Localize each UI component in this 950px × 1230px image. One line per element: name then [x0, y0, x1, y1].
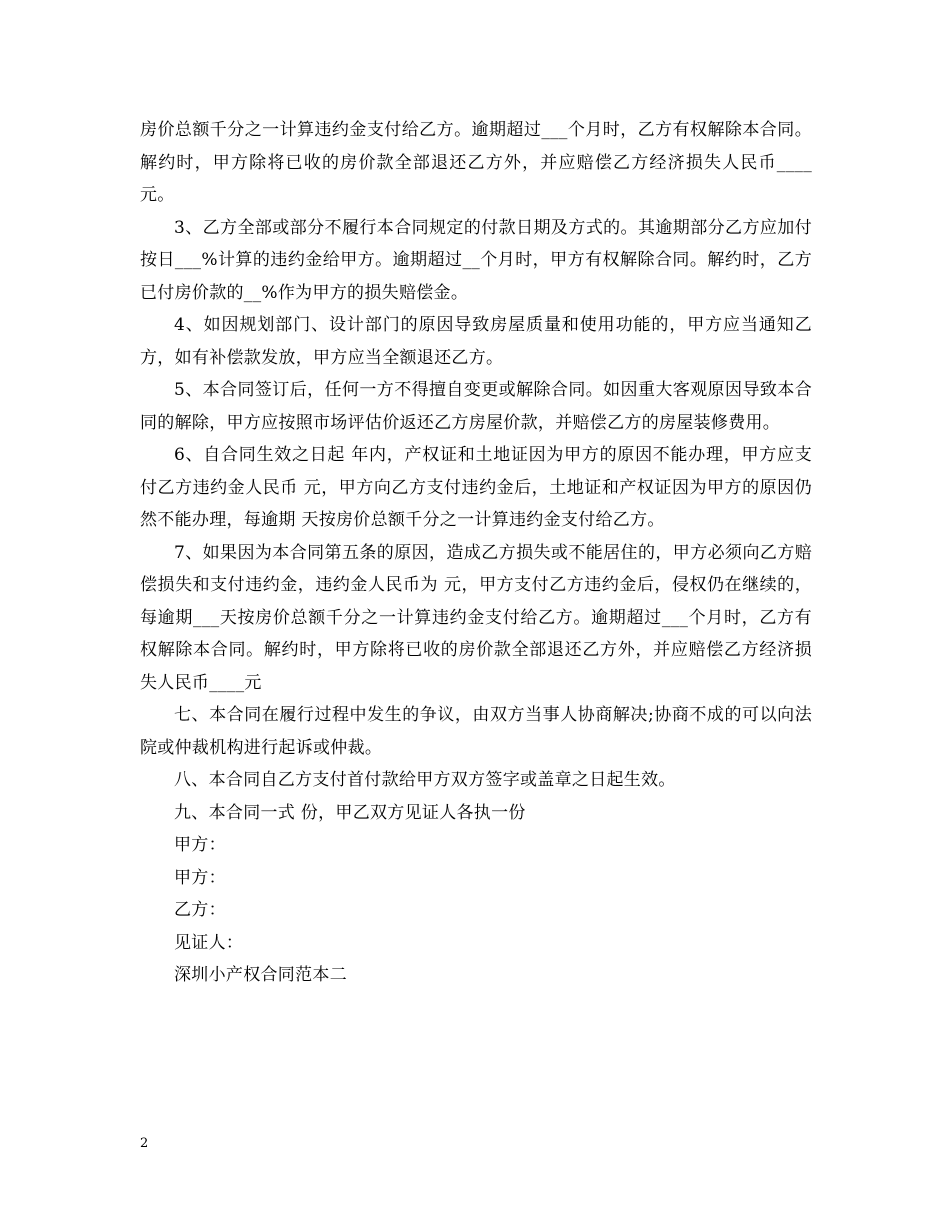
paragraph-clause-6: 6、自合同生效之日起 年内，产权证和土地证因为甲方的原因不能办理，甲方应支付乙方违约金人民币 元，甲方向乙方支付违约金后，土地证和产权证因为甲方的原因仍然不能办理，每逾期 天按房价总额千分之一计算违约金支付给乙方。: [140, 445, 812, 530]
signature-line-witness: 见证人：: [174, 932, 244, 953]
document-body: [140, 114, 812, 992]
next-template-heading: 深圳小产权合同范本二: [174, 965, 347, 985]
paragraph-clause-5: 5、本合同签订后，任何一方不得擅自变更或解除合同。如因重大客观原因导致本合同的解除，甲方应按照市场评估价返还乙方房屋价款，并赔偿乙方的房屋装修费用。: [140, 380, 812, 433]
signature-line-party-a: 甲方：: [174, 835, 226, 855]
page-number: 2: [140, 1136, 149, 1151]
paragraph-section-7-disputes: 七、本合同在履行过程中发生的争议，由双方当事人协商解决;协商不成的可以向法院或仲裁机构进行起诉或仲裁。: [140, 705, 812, 758]
paragraph-clause-4: 4、如因规划部门、设计部门的原因导致房屋质量和使用功能的，甲方应当通知乙方，如有补偿款发放，甲方应当全额退还乙方。: [140, 315, 812, 368]
paragraph-clause-7: 7、如果因为本合同第五条的原因，造成乙方损失或不能居住的，甲方必须向乙方赔偿损失和支付违约金，违约金人民币为 元，甲方支付乙方违约金后，侵权仍在继续的，每逾期___天按房价总额千分之一计算违约金支付给乙方。逾期超过___个月时，乙方有权解除本合同。解约时，甲方除将已收的房价款全部退还乙方外，并应赔偿乙方经济损失人民币____元: [140, 542, 812, 693]
signature-line-party-b: 乙方：: [174, 900, 226, 920]
signature-line-party-a-2: 甲方：: [174, 867, 226, 888]
paragraph-clause-3: 3、乙方全部或部分不履行本合同规定的付款日期及方式的。其逾期部分乙方应加付按日___%计算的违约金给甲方。逾期超过__个月时，甲方有权解除合同。解约时，乙方已付房价款的__%作为甲方的损失赔偿金。: [140, 217, 812, 303]
paragraph-overdue-continuation: 房价总额千分之一计算违约金支付给乙方。逾期超过___个月时，乙方有权解除本合同。解约时，甲方除将已收的房价款全部退还乙方外，并应赔偿乙方经济损失人民币____元。: [140, 120, 812, 205]
paragraph-section-9-copies: 九、本合同一式 份，甲乙双方见证人各执一份: [174, 802, 526, 823]
paragraph-section-8-effective: 八、本合同自乙方支付首付款给甲方双方签字或盖章之日起生效。: [174, 770, 676, 790]
